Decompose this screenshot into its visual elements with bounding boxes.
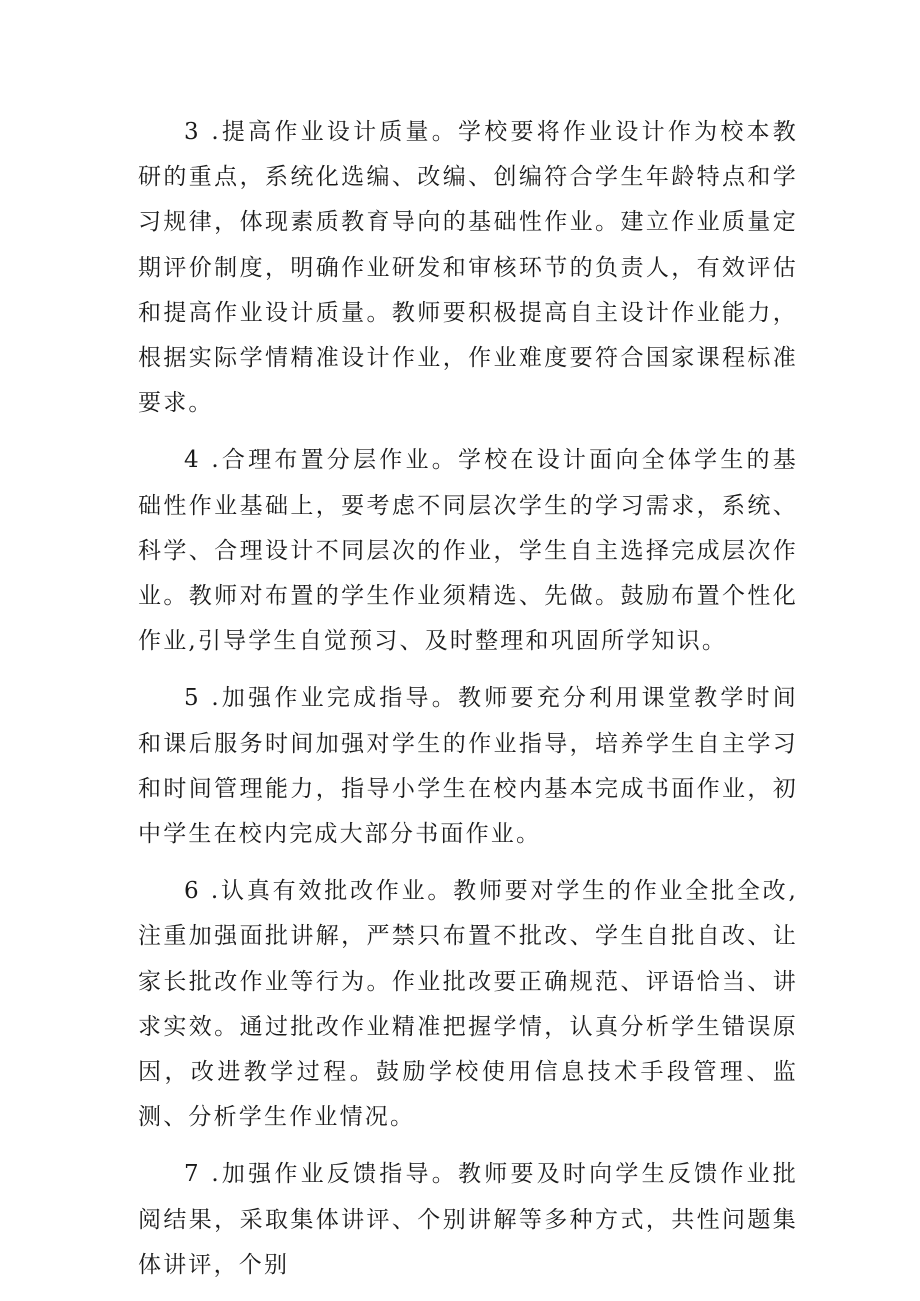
- paragraph-7: 7 .加强作业反馈指导。教师要及时向学生反馈作业批阅结果，采取集体讲评、个别讲解等多种方式，共性问题集体讲评，个别: [138, 1161, 798, 1278]
- document-body: [138, 110, 798, 1300]
- paragraph-6: 6 .认真有效批改作业。教师要对学生的作业全批全改,注重加强面批讲解，严禁只布置不批改、学生自批自改、让家长批改作业等行为。作业批改要正确规范、评语恰当、讲求实效。通过批改作业精准把握学情，认真分析学生错误原因，改进教学过程。鼓励学校使用信息技术手段管理、监测、分析学生作业情况。: [138, 878, 798, 1131]
- paragraph-5: 5 .加强作业完成指导。教师要充分利用课堂教学时间和课后服务时间加强对学生的作业指导，培养学生自主学习和时间管理能力，指导小学生在校内基本完成书面作业，初中学生在校内完成大部分书面作业。: [138, 685, 798, 848]
- paragraph-3: 3 .提高作业设计质量。学校要将作业设计作为校本教研的重点，系统化选编、改编、创编符合学生年龄特点和学习规律，体现素质教育导向的基础性作业。建立作业质量定期评价制度，明确作业研发和审核环节的负责人，有效评估和提高作业设计质量。教师要积极提高自主设计作业能力，根据实际学情精准设计作业，作业难度要符合国家课程标准要求。: [138, 119, 798, 417]
- paragraph-4: 4 .合理布置分层作业。学校在设计面向全体学生的基础性作业基础上，要考虑不同层次学生的学习需求，系统、科学、合理设计不同层次的作业，学生自主选择完成层次作业。教师对布置的学生作业须精选、先做。鼓励布置个性化作业,引导学生自觉预习、及时整理和巩固所学知识。: [138, 447, 798, 655]
